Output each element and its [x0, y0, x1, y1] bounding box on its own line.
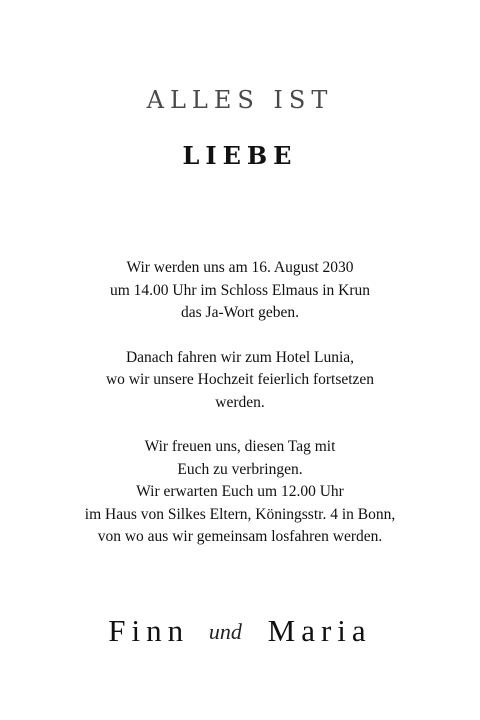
text-line: wo wir unsere Hochzeit feierlich fortsetzen — [105, 371, 375, 388]
paragraph-ceremony — [0, 257, 480, 325]
text-line: Wir erwarten Euch um 12.00 Uhr — [136, 483, 344, 500]
name-connector: und — [208, 619, 242, 644]
paragraph-meeting — [0, 436, 480, 549]
text-line: Danach fahren wir zum Hotel Lunia, — [125, 348, 355, 366]
couple-names — [0, 613, 480, 649]
text-line: Euch zu verbringen. — [177, 460, 303, 478]
invitation-text — [0, 257, 480, 549]
paragraph-celebration — [0, 347, 480, 415]
heading-line-2: LIEBE — [182, 141, 298, 170]
name-first: Finn — [108, 613, 190, 648]
text-line: von wo aus wir gemeinsam losfahren werden. — [97, 528, 383, 545]
text-line: um 14.00 Uhr im Schloss Elmaus in Krun — [109, 281, 371, 299]
text-line: Wir freuen uns, diesen Tag mit — [144, 438, 336, 455]
text-line: im Haus von Silkes Eltern, Köningsstr. 4 in Bonn, — [84, 505, 396, 523]
name-second: Maria — [267, 613, 372, 648]
text-line: werden. — [215, 393, 265, 411]
text-line: Wir werden uns am 16. August 2030 — [126, 259, 354, 276]
text-line: das Ja-Wort geben. — [181, 304, 299, 321]
heading-line-1: ALLES IST — [146, 86, 334, 114]
